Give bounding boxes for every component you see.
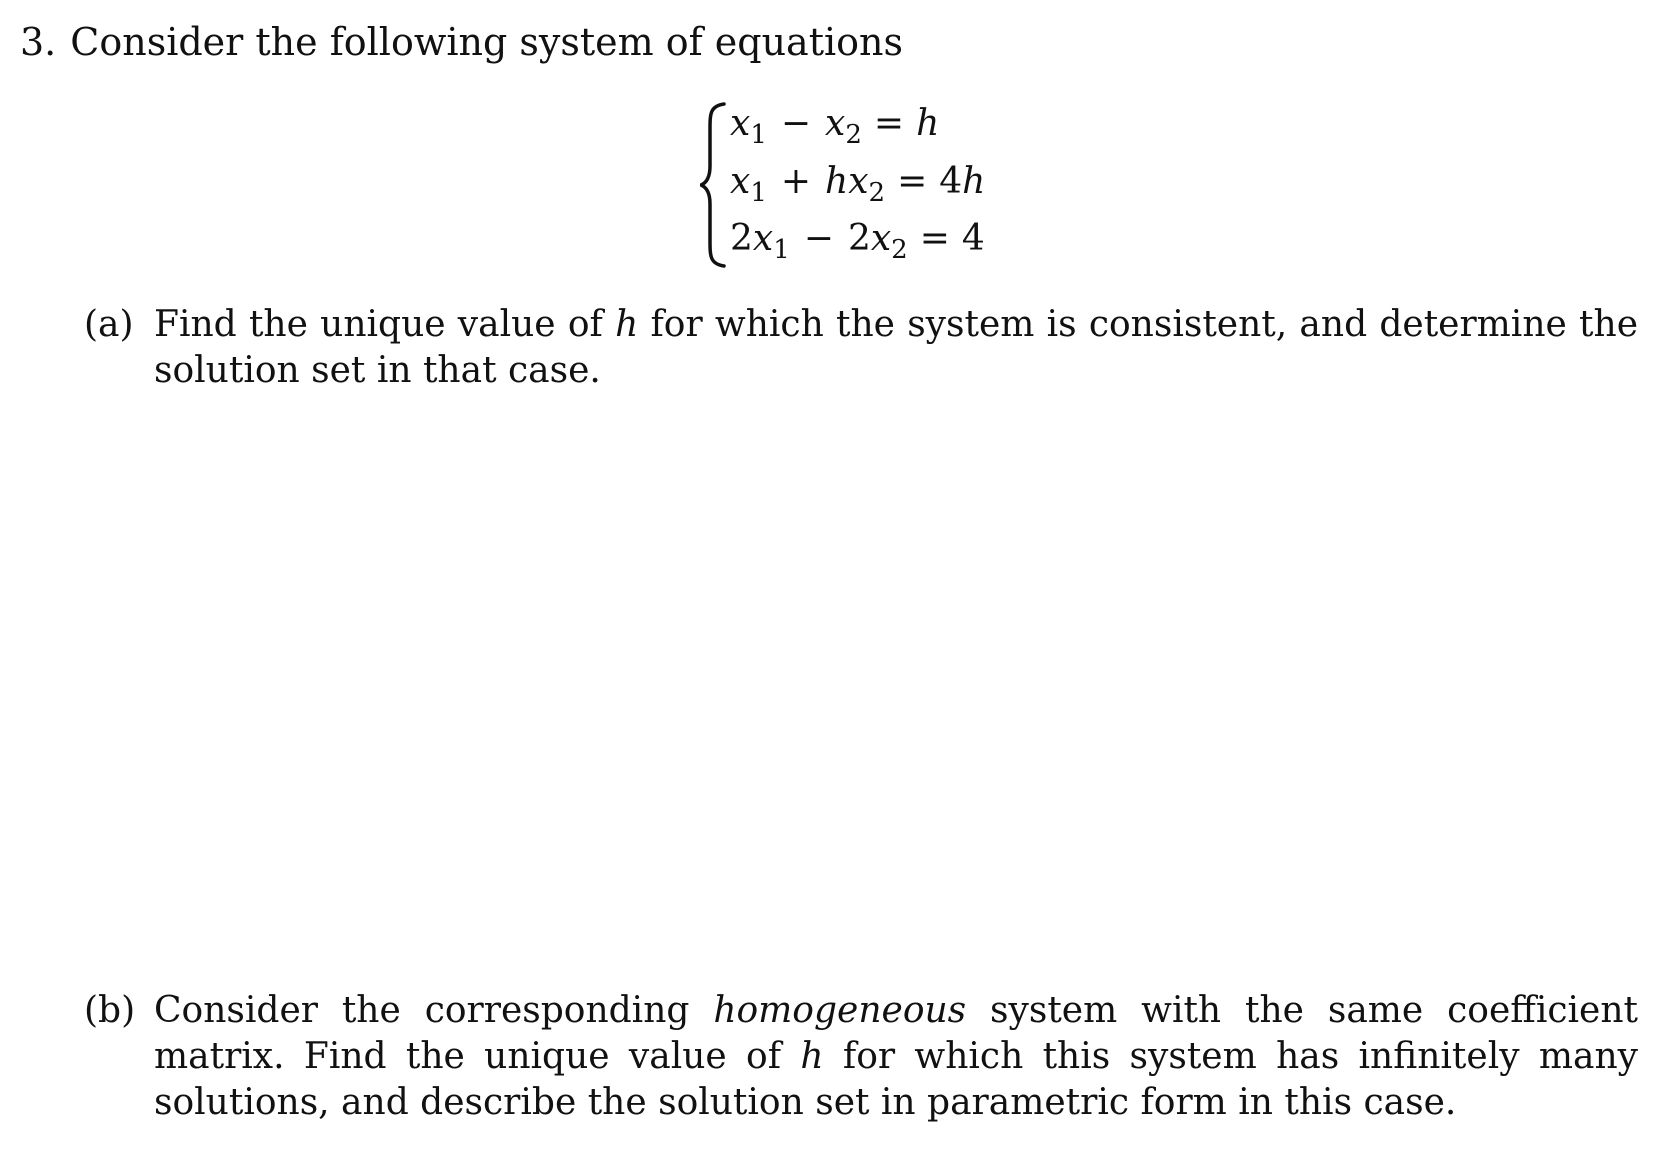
equation-system (700, 100, 986, 270)
problem-heading (20, 18, 903, 66)
minus-operator: − (803, 218, 834, 259)
subscript-1: 1 (750, 120, 767, 150)
equals-sign: = (919, 218, 950, 259)
part-a (84, 302, 1644, 394)
part-a-text-2: for which the system is consistent, and determine the solution set in that case. (154, 304, 1639, 391)
coef-2: 2 (847, 218, 871, 259)
part-a-text-1: Find the unique value of (154, 304, 616, 345)
subscript-1: 1 (750, 178, 767, 208)
equals-sign: = (897, 161, 928, 202)
var-x2: x (870, 218, 892, 259)
subscript-2: 2 (891, 235, 908, 265)
part-b-text (154, 988, 1638, 1126)
problem-number: 3. (20, 20, 57, 64)
rhs-h: h (962, 161, 986, 202)
part-b-text-3: for which this system has infinitely many solutions, and describe the solution set in parametric form in this case. (154, 1036, 1638, 1123)
rhs-coefficient: 4 (939, 161, 963, 202)
minus-operator: − (780, 103, 812, 144)
var-h: h (615, 304, 639, 345)
coef-h: h (825, 161, 849, 202)
equation-row-1 (730, 102, 939, 149)
problem-intro: Consider the following system of equations (70, 20, 903, 64)
var-h: h (800, 1036, 824, 1077)
subscript-2: 2 (868, 178, 886, 208)
rhs-h: h (916, 103, 940, 144)
equals-sign: = (873, 103, 905, 144)
equation-row-2 (730, 160, 985, 207)
var-x2: x (825, 103, 846, 144)
emphasis-homogeneous: homogeneous (713, 990, 967, 1031)
subscript-1: 1 (773, 235, 790, 265)
var-x2: x (848, 161, 869, 202)
subscript-2: 2 (845, 120, 862, 150)
var-x1: x (752, 218, 774, 259)
rhs-value: 4 (961, 218, 985, 259)
part-a-text (154, 302, 1638, 394)
part-b (84, 988, 1644, 1126)
var-x1: x (730, 161, 751, 202)
plus-operator: + (780, 161, 812, 202)
coef-2: 2 (730, 218, 753, 259)
part-b-text-1: Consider the corresponding (154, 990, 714, 1031)
part-b-label: (b) (84, 990, 136, 1031)
equation-row-3 (730, 217, 985, 264)
var-x1: x (730, 103, 751, 144)
left-brace-icon (700, 100, 730, 270)
part-b-text-2: system with the same coefficient matrix. Find the unique value of (154, 990, 1638, 1077)
part-a-label: (a) (84, 304, 134, 345)
